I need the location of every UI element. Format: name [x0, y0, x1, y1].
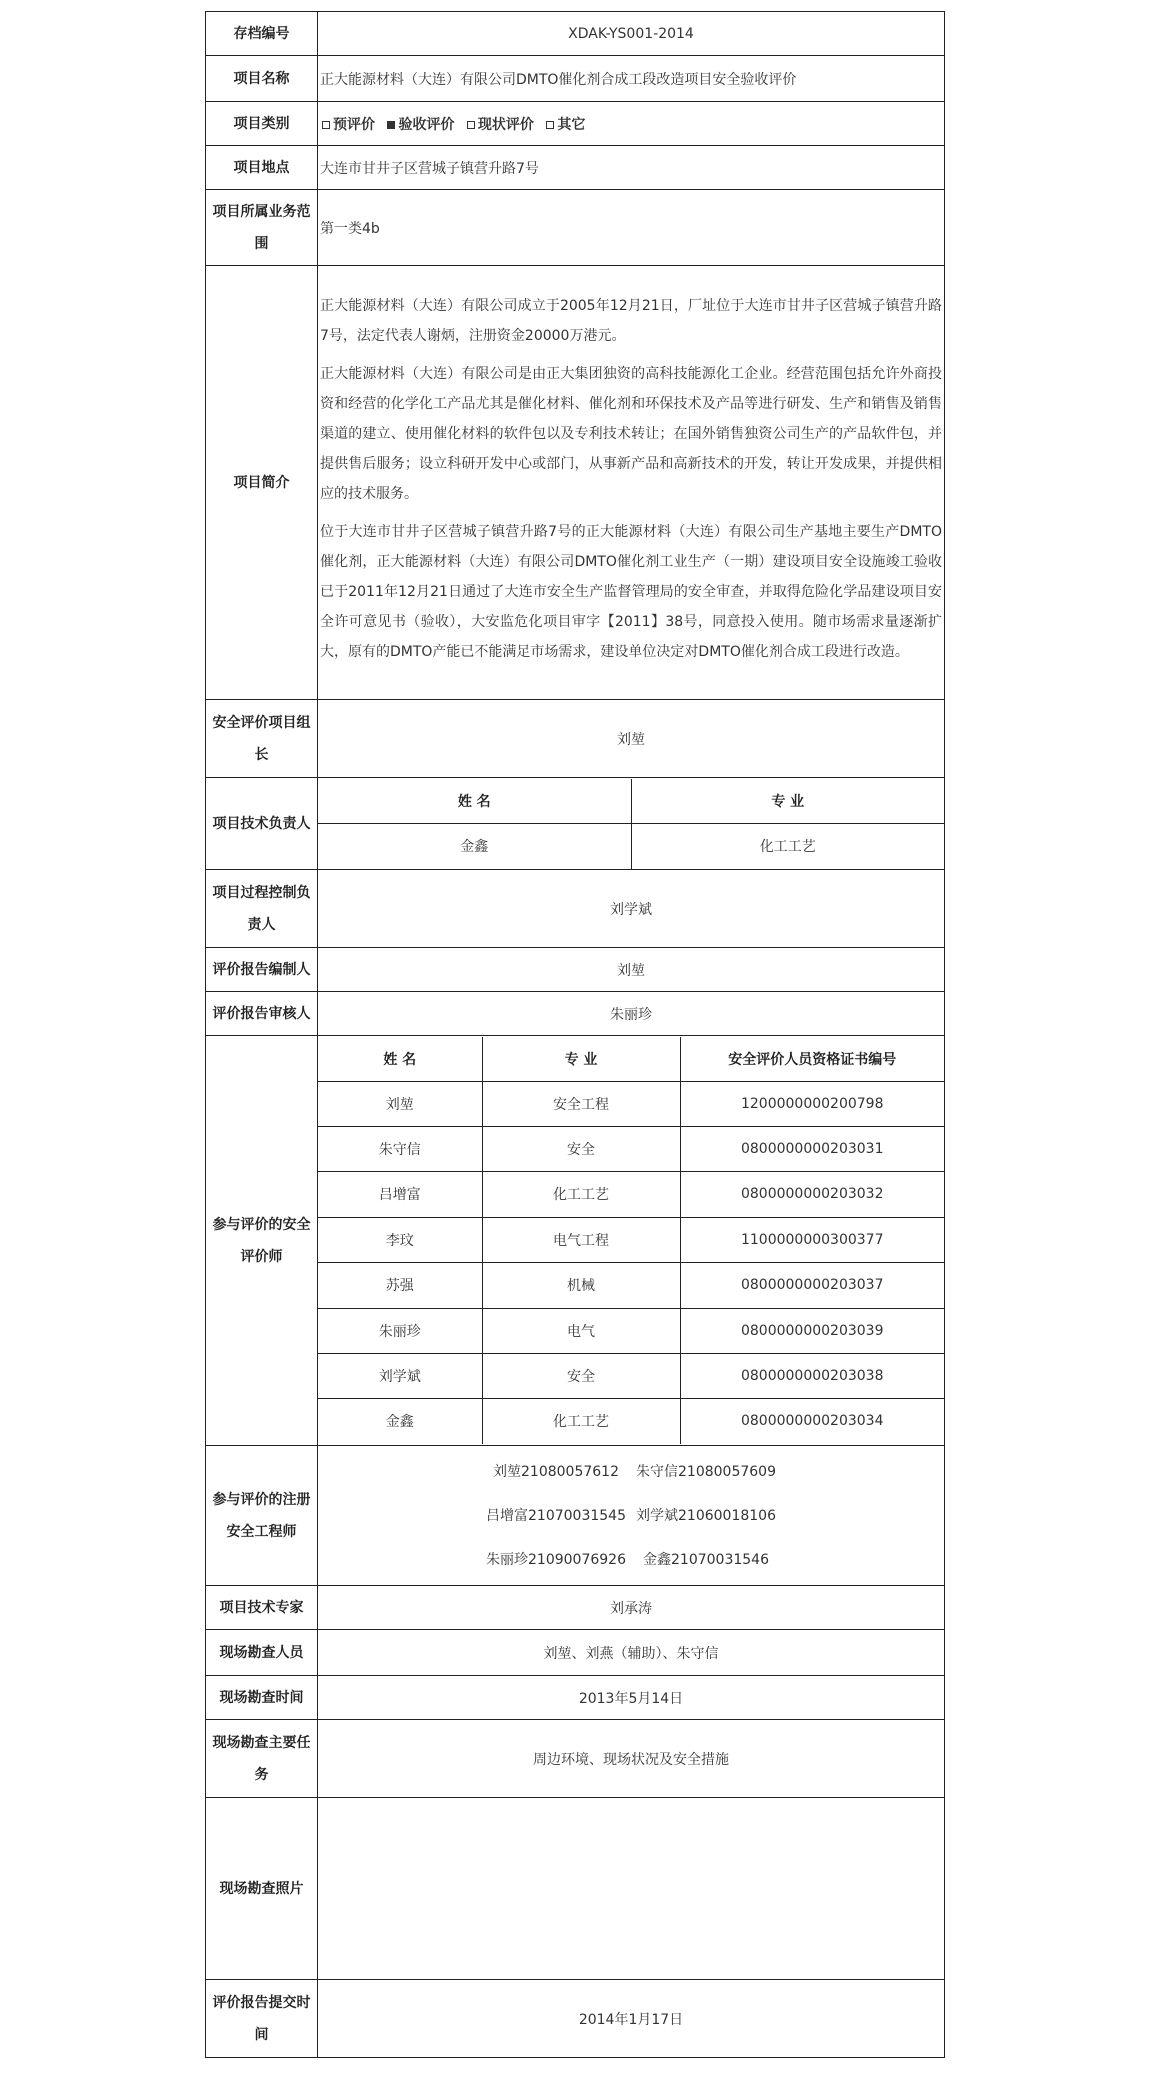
- table-row: [318, 1308, 944, 1353]
- engineers-line: [320, 1450, 942, 1494]
- team-leader-value: 刘堃: [318, 700, 945, 778]
- table-row: [318, 1217, 944, 1262]
- row-site-photos: [206, 1798, 945, 1980]
- project-intro-label: 项目简介: [206, 266, 318, 700]
- tech-lead-major: 化工工艺: [631, 824, 944, 869]
- site-tasks-label: 现场勘查主要任务: [206, 1720, 318, 1798]
- checkbox-status-evaluation[interactable]: [467, 121, 475, 129]
- row-site-staff: [206, 1630, 945, 1676]
- project-location-label: 项目地点: [206, 146, 318, 190]
- row-site-tasks: [206, 1720, 945, 1798]
- evaluator-cert: 0800000000203032: [680, 1171, 944, 1217]
- evaluator-cert: 1100000000300377: [680, 1217, 944, 1262]
- evaluator-major: 化工工艺: [482, 1398, 680, 1444]
- evaluator-cert: 0800000000203038: [680, 1353, 944, 1398]
- archive-no-value: XDAK-YS001-2014: [318, 12, 945, 56]
- row-report-author: [206, 948, 945, 992]
- submit-time-value: 2014年1月17日: [318, 1980, 945, 2058]
- intro-paragraph: 正大能源材料（大连）有限公司成立于2005年12月21日，厂址位于大连市甘井子区营城子镇营升路7号，法定代表人谢炳，注册资金20000万港元。: [320, 297, 942, 344]
- category-acceptance-evaluation-label: 验收评价: [398, 116, 455, 133]
- tech-lead-header-row: [318, 779, 944, 824]
- row-business-scope: [206, 190, 945, 266]
- row-project-name: [206, 56, 945, 102]
- evaluator-major: 化工工艺: [482, 1171, 680, 1217]
- category-pre-evaluation-label: 预评价: [333, 116, 375, 133]
- table-row: [318, 1398, 944, 1444]
- site-staff-label: 现场勘查人员: [206, 1630, 318, 1676]
- project-name-value: 正大能源材料（大连）有限公司DMTO催化剂合成工段改造项目安全验收评价: [318, 56, 945, 102]
- engineer-entry: 朱丽珍21090076926: [486, 1551, 626, 1568]
- site-time-value: 2013年5月14日: [318, 1676, 945, 1720]
- project-name-label: 项目名称: [206, 56, 318, 102]
- row-process-control: [206, 870, 945, 948]
- process-control-label: 项目过程控制负责人: [206, 870, 318, 948]
- evaluator-cert: 0800000000203031: [680, 1126, 944, 1171]
- submit-time-label: 评价报告提交时间: [206, 1980, 318, 2058]
- evaluator-name: 李玟: [318, 1217, 482, 1262]
- engineer-entry: 刘堃21080057612: [493, 1463, 619, 1480]
- site-staff-value: 刘堃、刘燕（辅助）、朱守信: [318, 1630, 945, 1676]
- row-submit-time: [206, 1980, 945, 2058]
- evaluators-name-header: 姓 名: [318, 1037, 482, 1081]
- engineers-list: [318, 1446, 945, 1586]
- evaluator-major: 安全: [482, 1353, 680, 1398]
- evaluator-major: 电气工程: [482, 1217, 680, 1262]
- evaluators-header-row: [318, 1037, 944, 1081]
- row-archive-no: [206, 12, 945, 56]
- table-row: [318, 1081, 944, 1126]
- tech-lead-major-header: 专 业: [631, 779, 944, 824]
- evaluators-cell: [318, 1036, 945, 1446]
- engineer-entry: 金鑫21070031546: [643, 1551, 769, 1568]
- project-location-value: 大连市甘井子区营城子镇营升路7号: [318, 146, 945, 190]
- evaluator-name: 金鑫: [318, 1398, 482, 1444]
- evaluator-cert: 0800000000203037: [680, 1262, 944, 1308]
- project-category-label: 项目类别: [206, 102, 318, 146]
- checkbox-acceptance-evaluation[interactable]: [387, 121, 395, 129]
- team-leader-label: 安全评价项目组长: [206, 700, 318, 778]
- checkbox-other[interactable]: [546, 121, 554, 129]
- evaluator-major: 机械: [482, 1262, 680, 1308]
- row-tech-lead: [206, 778, 945, 870]
- evaluator-cert: 1200000000200798: [680, 1081, 944, 1126]
- intro-paragraph: 正大能源材料（大连）有限公司是由正大集团独资的高科技能源化工企业。经营范围包括允许外商投资和经营的化学化工产品尤其是催化材料、催化剂和环保技术及产品等进行研发、生产和销售及销售渠道的建立、使用催化材料的软件包以及专利技术转让；在国外销售独资公司生产的产品软件包，并提供售后服务；设立科研开发中心或部门，从事新产品和高新技术的开发，转让开发成果，并提供相应的技术服务。: [320, 365, 942, 502]
- evaluator-name: 吕增富: [318, 1171, 482, 1217]
- evaluator-cert: 0800000000203034: [680, 1398, 944, 1444]
- evaluator-major: 安全工程: [482, 1081, 680, 1126]
- evaluators-major-header: 专 业: [482, 1037, 680, 1081]
- archive-no-label: 存档编号: [206, 12, 318, 56]
- tech-lead-label: 项目技术负责人: [206, 778, 318, 870]
- evaluator-name: 刘学斌: [318, 1353, 482, 1398]
- evaluator-cert: 0800000000203039: [680, 1308, 944, 1353]
- row-report-reviewer: [206, 992, 945, 1036]
- site-photos-label: 现场勘查照片: [206, 1798, 318, 1980]
- row-project-location: [206, 146, 945, 190]
- report-reviewer-label: 评价报告审核人: [206, 992, 318, 1036]
- evaluators-table: [318, 1037, 944, 1444]
- evaluator-name: 朱守信: [318, 1126, 482, 1171]
- site-tasks-value: 周边环境、现场状况及安全措施: [318, 1720, 945, 1798]
- tech-lead-name: 金鑫: [318, 824, 631, 869]
- table-row: [318, 1171, 944, 1217]
- category-status-evaluation-label: 现状评价: [477, 116, 534, 133]
- report-author-value: 刘堃: [318, 948, 945, 992]
- engineers-label: 参与评价的注册安全工程师: [206, 1446, 318, 1586]
- intro-paragraph: 位于大连市甘井子区营城子镇营升路7号的正大能源材料（大连）有限公司生产基地主要生产DMTO催化剂，正大能源材料（大连）有限公司DMTO催化剂工业生产（一期）建设项目安全设施竣工验收已于2011年12月21日通过了大连市安全生产监督管理局的安全审查，并取得危险化学品建设项目安全许可意见书（验收），大安监危化项目审字【2011】38号，同意投入使用。随市场需求量逐渐扩大，原有的DMTO产能已不能满足市场需求，建设单位决定对DMTO催化剂合成工段进行改造。: [320, 523, 942, 660]
- evaluator-major: 安全: [482, 1126, 680, 1171]
- evaluator-name: 朱丽珍: [318, 1308, 482, 1353]
- evaluator-major: 电气: [482, 1308, 680, 1353]
- evaluator-name: 刘堃: [318, 1081, 482, 1126]
- process-control-value: 刘学斌: [318, 870, 945, 948]
- tech-lead-data-row: [318, 824, 944, 869]
- business-scope-value: 第一类4b: [318, 190, 945, 266]
- row-site-time: [206, 1676, 945, 1720]
- tech-lead-cell: [318, 778, 945, 870]
- evaluation-record-table: [205, 11, 945, 2058]
- category-other-label: 其它: [557, 116, 586, 133]
- row-project-intro: [206, 266, 945, 700]
- tech-lead-name-header: 姓 名: [318, 779, 631, 824]
- evaluator-name: 苏强: [318, 1262, 482, 1308]
- engineers-line: [320, 1538, 942, 1582]
- table-row: [318, 1353, 944, 1398]
- site-photos-area: [318, 1798, 945, 1980]
- project-category-options: [318, 102, 945, 146]
- row-tech-expert: [206, 1586, 945, 1630]
- business-scope-label: 项目所属业务范围: [206, 190, 318, 266]
- evaluators-cert-header: 安全评价人员资格证书编号: [680, 1037, 944, 1081]
- tech-expert-value: 刘承涛: [318, 1586, 945, 1630]
- row-team-leader: [206, 700, 945, 778]
- tech-expert-label: 项目技术专家: [206, 1586, 318, 1630]
- engineer-entry: 刘学斌21060018106: [636, 1507, 776, 1524]
- site-time-label: 现场勘查时间: [206, 1676, 318, 1720]
- row-project-category: [206, 102, 945, 146]
- table-row: [318, 1262, 944, 1308]
- engineers-line: [320, 1494, 942, 1538]
- engineer-entry: 吕增富21070031545: [486, 1507, 626, 1524]
- report-reviewer-value: 朱丽珍: [318, 992, 945, 1036]
- tech-lead-table: [318, 779, 944, 869]
- evaluation-record-table-wrapper: [205, 11, 945, 2058]
- report-author-label: 评价报告编制人: [206, 948, 318, 992]
- table-row: [318, 1126, 944, 1171]
- engineer-entry: 朱守信21080057609: [636, 1463, 776, 1480]
- project-intro-body: [318, 266, 945, 700]
- row-evaluators: [206, 1036, 945, 1446]
- row-engineers: [206, 1446, 945, 1586]
- evaluators-label: 参与评价的安全评价师: [206, 1036, 318, 1446]
- checkbox-pre-evaluation[interactable]: [322, 121, 330, 129]
